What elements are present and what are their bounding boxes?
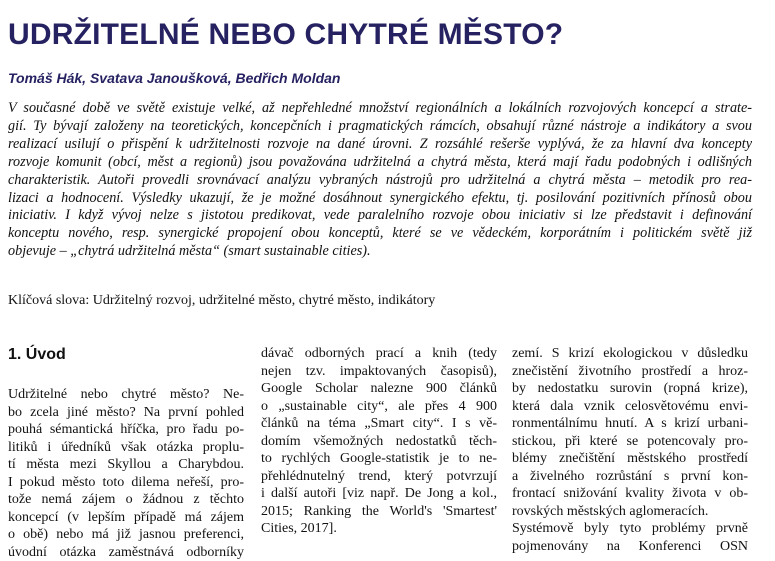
body-line: o „sustainable city“, ale přes 4 900 xyxy=(261,398,497,414)
abstract-line: gií. Ty bývají založeny na teoretických, koncepčních i pragmatických rámcích, obsahují různé nástroje a indikátory a svou xyxy=(8,117,752,134)
body-line: stickou, při které se potencovaly pro- xyxy=(512,433,748,449)
abstract-line: objevuje – „chytrá udržitelná města“ (smart sustainable cities). xyxy=(8,243,371,260)
abstract xyxy=(8,100,752,261)
body-line: Cities, 2017]. xyxy=(261,521,337,536)
body-line: pouhá sémantická hříčka, pro řadu po- xyxy=(8,422,244,437)
body-line: bo zcela jiné město? Na první pohled xyxy=(8,404,244,420)
body-line: pojmenovány na Konferenci OSN xyxy=(512,538,748,554)
abstract-line: lizaci a hodnocení. Výsledky ukazují, že je možné dosáhnout synergického efektu, tj. posilování pozitivních přínosů obou xyxy=(8,189,752,206)
abstract-line: charakteristik. Autoři provedli srovnávací analýzu vybraných nástrojů pro udržitelná a chytrá města – metodik pro rea- xyxy=(8,171,752,188)
keywords: Klíčová slova: Udržitelný rozvoj, udržitelné město, chytré město, indikátory xyxy=(8,293,436,308)
body-line: Google Scholar nalezne 900 článků xyxy=(261,381,497,396)
body-line: o obě) nebo má již jasnou preferenci, xyxy=(8,527,244,542)
body-line: nejen tzv. impaktovaných časopisů), xyxy=(261,363,497,379)
body-line: tí města mezi Skyllou a Charybdou. xyxy=(8,457,244,472)
body-line: dávač odborných prací a knih (tedy xyxy=(261,346,497,361)
body-line: tože nemá zájem o žádnou z těchto xyxy=(8,492,244,507)
body-line: a živelného rozrůstání s první kon- xyxy=(512,468,748,484)
body-line: přehlédnutelný trend, který potvrzují xyxy=(261,468,497,484)
body-line: Systémově byly tyto problémy prvně xyxy=(512,521,748,536)
body-line: i další autoři [viz např. De Jong a kol., xyxy=(261,486,497,501)
body-line: koncepcí (v lepším případě má zájem xyxy=(8,509,244,525)
body-line: I pokud město toto dilema neřeší, pro- xyxy=(8,474,244,490)
body-line: která dala vznik celosvětovému envi- xyxy=(512,398,748,414)
body-line: to rychlých Google-statistik je to ne- xyxy=(261,451,497,466)
abstract-line: rozvoje komunit (obcí, měst a regionů) jsou považována udržitelná a chytrá města, která mají řadu podobných i odlišných xyxy=(8,153,752,170)
body-line: úvodní otázka zaměstnává odborníky xyxy=(8,544,244,560)
body-line: článků na téma „Smart city“. I s vě- xyxy=(261,416,497,431)
section-heading: 1. Úvod xyxy=(8,346,66,363)
body-line: rovských městských aglomeracích. xyxy=(512,503,709,519)
abstract-line: V současné době ve světě existuje velké, až nepřehledné množství regionálních a lokálních rozvojových koncepcí a strate- xyxy=(8,100,752,116)
body-line: blémy znečištění městského prostředí xyxy=(512,451,748,466)
abstract-line: realizací usilují o přispění k udržitelnosti rozvoje na dané úrovni. Z rozsáhlé rešerše vyplývá, že za hlavní dva koncepty xyxy=(8,135,752,152)
body-line: Udržitelné nebo chytré město? Ne- xyxy=(8,387,244,402)
body-column-2 xyxy=(261,345,497,538)
article-title: UDRŽITELNÉ NEBO CHYTRÉ MĚSTO? xyxy=(8,18,564,51)
body-line: by nedostatku surovin (ropná krize), xyxy=(512,381,748,396)
abstract-line: konceptu nového, resp. synergické propojení obou konceptů, které se ve vědeckém, korporátním i politickém světě již xyxy=(8,225,752,242)
body-line: litiků i úředníků však otázka proplu- xyxy=(8,439,244,455)
body-line: frontací snižování kvality života v ob- xyxy=(512,486,748,501)
body-line: 2015; Ranking the World's 'Smartest' xyxy=(261,503,497,519)
abstract-line: iniciativ. I když vývoj nelze s jistotou predikovat, vede paralelního rozvoje obou iniciativ si lze představit i definování xyxy=(8,207,752,224)
body-line: ronmentálnímu hnutí. A s krizí urbani- xyxy=(512,416,748,431)
article-authors: Tomáš Hák, Svatava Janoušková, Bedřich Moldan xyxy=(8,70,341,86)
body-line: znečistění životního prostředí a hroz- xyxy=(512,363,748,379)
body-column-1 xyxy=(8,340,244,561)
body-line: zemí. S krizí ekologickou v důsledku xyxy=(512,346,748,361)
body-column-3 xyxy=(512,345,748,555)
body-line: domím všemožných nedostatků těch- xyxy=(261,433,497,449)
